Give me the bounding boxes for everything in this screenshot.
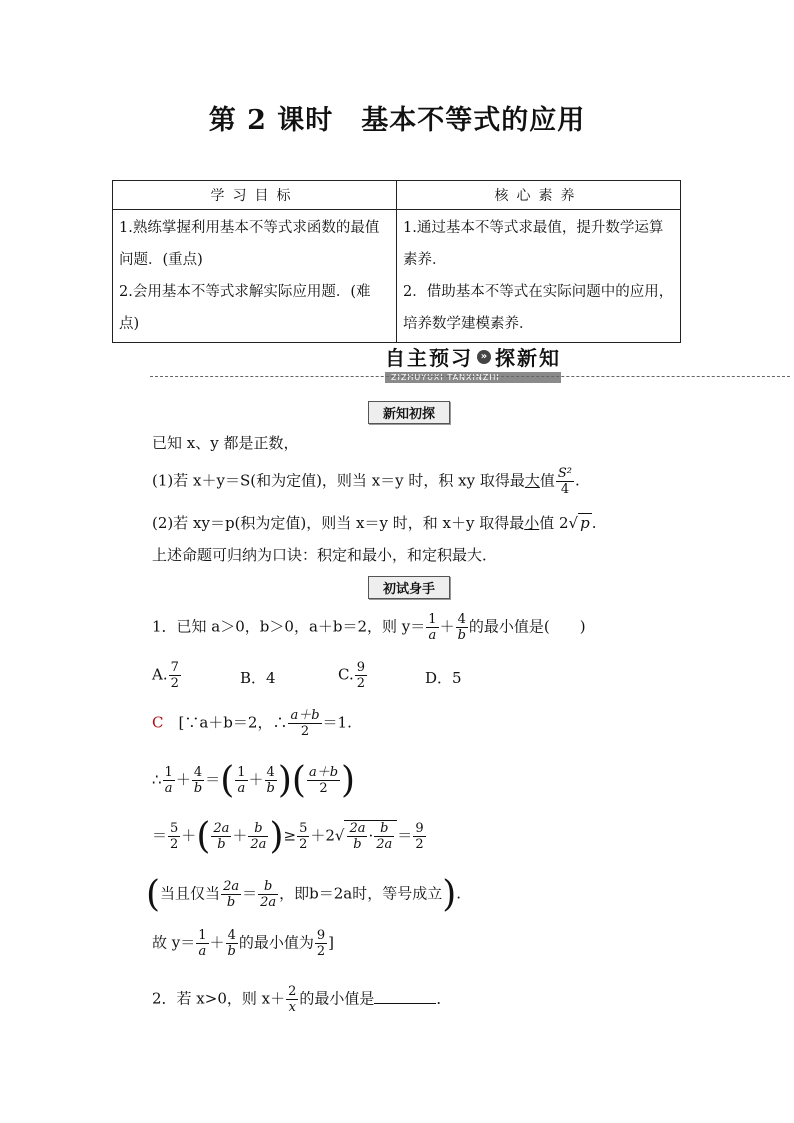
option-b: B．4 <box>240 669 276 687</box>
question-1: 1．已知 a＞0，b＞0，a＋b＝2，则 y＝ $\frac{1}{a}$ ＋ $\frac{4}{b}$ 的最小值是( ) <box>152 612 586 643</box>
table-cell: 2．借助基本不等式在实际问题中的应用，培养数学建模素养． <box>397 276 681 343</box>
solution-line-2: ∴ $\frac{1}{a}$ ＋ $\frac{4}{b}$ ＝( $\frac{1}{a}$ ＋ $\frac{4}{b}$ )( $\frac{a+b}{2}$ ) <box>152 760 356 801</box>
question-2: 2．若 x>0，则 x＋ $\frac{2}{x}$ 的最小值是 ． <box>152 984 452 1015</box>
option-c: C. $\frac{9}{2}$ <box>338 660 365 691</box>
section-tag: 初试身手 <box>368 576 450 599</box>
table-cell: 1.熟练掌握利用基本不等式求函数的最值问题．(重点) <box>113 210 397 277</box>
option-d: D．5 <box>425 669 462 687</box>
banner-subtitle: ZIZHUYUXI TANXINZHI <box>385 372 561 383</box>
option-a: A. $\frac{7}{2}$ <box>152 660 179 691</box>
solution-line-5: 故 y＝ $\frac{1}{a}$ ＋ $\frac{4}{b}$ 的最小值为 $\frac{9}{2}$ ] <box>152 928 335 959</box>
solution-line-1: C [∵a＋b＝2，∴ $\frac{a+b}{2}$ ＝1. <box>152 708 352 739</box>
chevron-right-icon: » <box>477 350 491 364</box>
answer-letter: C <box>152 713 164 732</box>
table-cell: 2.会用基本不等式求解实际应用题．(难点) <box>113 276 397 343</box>
solution-line-4: (当且仅当 $\frac{2a}{b}$ ＝ $\frac{b}{2a}$ ，即b＝2a时，等号成立). <box>146 874 462 915</box>
divider <box>150 376 790 377</box>
statement-1: (1)若 x＋y＝S(和为定值)，则当 x＝y 时，积 xy 取得最大值 $\frac{\text{S²}}{4}$ . <box>152 466 580 497</box>
section-tag: 新知初探 <box>368 401 450 424</box>
table-header: 核心素养 <box>397 181 681 210</box>
answer-blank[interactable] <box>374 1003 436 1004</box>
solution-line-3: ＝ $\frac{5}{2}$ ＋( $\frac{2a}{b}$ ＋ $\frac{b}{2a}$ )≥ $\frac{5}{2}$ ＋2√ $\frac{2a}{b}$ · $\frac{b}{2a}$ ＝ $\frac{9}{2}$ <box>152 816 424 857</box>
banner-right: 探新知 <box>495 346 561 370</box>
page-title: 第 2 课时 基本不等式的应用 <box>208 105 586 136</box>
table-cell: 1.通过基本不等式求最值，提升数学运算素养． <box>397 210 681 277</box>
table-header: 学习目标 <box>113 181 397 210</box>
intro-text: 已知 x、y 都是正数， <box>152 434 299 452</box>
banner-left: 自主预习 <box>385 346 473 370</box>
objectives-table <box>112 180 681 343</box>
summary-text: 上述命题可归纳为口诀：积定和最小，和定积最大． <box>152 546 498 564</box>
statement-2: (2)若 xy＝p(积为定值)，则当 x＝y 时，和 x＋y 取得最小值 2√ p . <box>152 514 597 532</box>
